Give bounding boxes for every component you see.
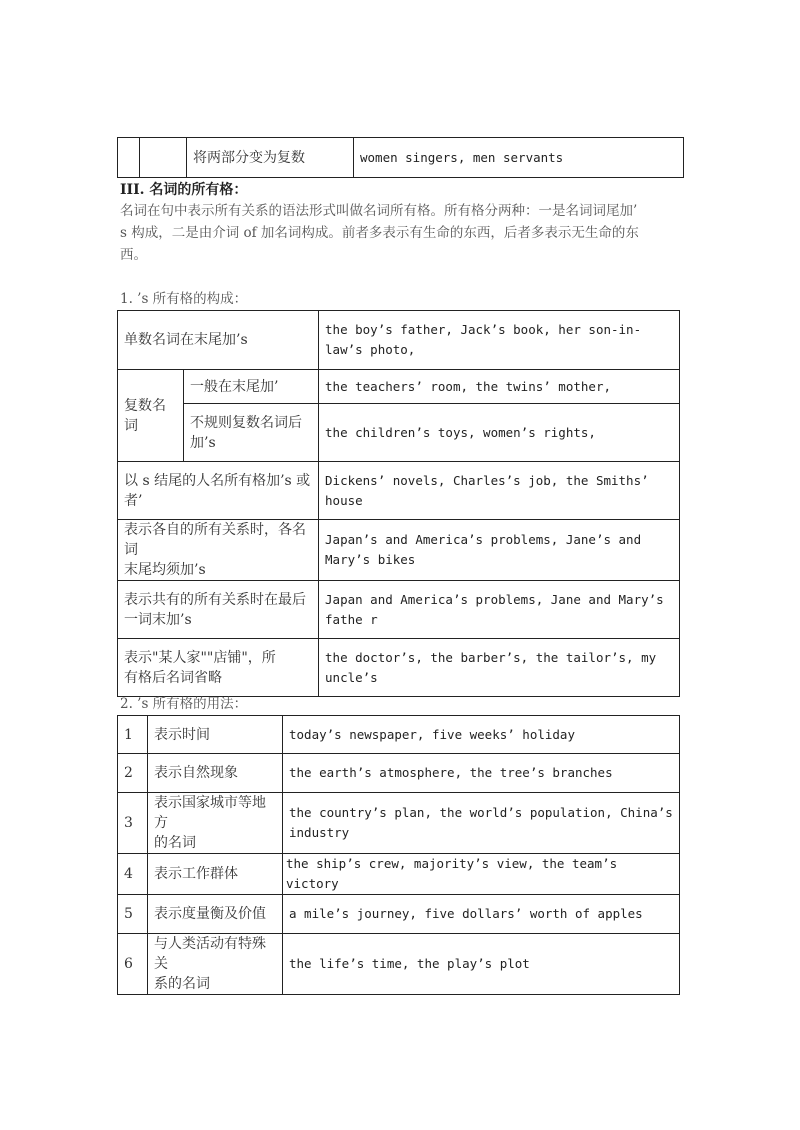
rule-cell: 表示时间 <box>148 716 283 754</box>
rule-cell: 表示"某人家""店铺"，所 有格后名词省略 <box>118 639 319 697</box>
example-cell: today’s newspaper, five weeks’ holiday <box>283 716 680 754</box>
row-number: 2 <box>118 754 148 793</box>
section-heading: III. 名词的所有格： <box>120 182 248 198</box>
group-label-cell: 复数名词 <box>118 370 184 462</box>
subheading-usage: 2. ’s 所有格的用法： <box>120 696 248 712</box>
example-cell: the doctor’s, the barber’s, the tailor’s, my uncle’s <box>319 639 680 697</box>
example-cell: the children’s toys, women’s rights, <box>319 404 680 462</box>
subheading-formation: 1. ’s 所有格的构成： <box>120 291 248 307</box>
example-cell: Japan and America’s problems, Jane and Mary’s fathe r <box>319 581 680 639</box>
rule-cell: 不规则复数名词后 加’s <box>184 404 319 462</box>
rule-cell: 表示度量衡及价值 <box>148 895 283 934</box>
rule-cell: 表示国家城市等地方 的名词 <box>148 793 283 854</box>
rule-cell: 表示工作群体 <box>148 854 283 895</box>
rule-cell: 一般在末尾加’ <box>184 370 319 404</box>
row-number: 3 <box>118 793 148 854</box>
rule-cell: 表示共有的所有关系时在最后 一词末加’s <box>118 581 319 639</box>
usage-table <box>117 715 680 995</box>
rule-cell: 单数名词在末尾加’s <box>118 311 319 370</box>
row-number: 4 <box>118 854 148 895</box>
row-number: 1 <box>118 716 148 754</box>
rule-cell: 表示各自的所有关系时，各名词 末尾均须加’s <box>118 520 319 581</box>
paragraph-line: 名词在句中表示所有关系的语法形式叫做名词所有格。所有格分两种：一是名词词尾加’ <box>120 203 638 219</box>
rule-cell: 将两部分变为复数 <box>187 138 354 178</box>
intro-paragraph <box>120 200 680 266</box>
paragraph-line: 西。 <box>120 247 147 263</box>
formation-table <box>117 310 680 697</box>
example-cell: the teachers’ room, the twins’ mother, <box>319 370 680 404</box>
example-cell: the boy’s father, Jack’s book, her son-in- law’s photo, <box>319 311 680 370</box>
example-cell: the ship’s crew, majority’s view, the team’s victory <box>283 854 680 895</box>
row-number: 5 <box>118 895 148 934</box>
rule-cell: 表示自然现象 <box>148 754 283 793</box>
top-plural-table <box>117 137 684 178</box>
rule-cell: 以 s 结尾的人名所有格加’s 或 者’ <box>118 462 319 520</box>
example-cell: the earth’s atmosphere, the tree’s branches <box>283 754 680 793</box>
paragraph-line: s 构成，二是由介词 of 加名词构成。前者多表示有生命的东西，后者多表示无生命的东 <box>120 225 639 241</box>
example-cell: a mile’s journey, five dollars’ worth of apples <box>283 895 680 934</box>
example-cell: Dickens’ novels, Charles’s job, the Smiths’ house <box>319 462 680 520</box>
example-cell: the life’s time, the play’s plot <box>283 934 680 995</box>
empty-cell <box>140 138 187 178</box>
rule-cell: 与人类活动有特殊关 系的名词 <box>148 934 283 995</box>
example-cell: Japan’s and America’s problems, Jane’s and Mary’s bikes <box>319 520 680 581</box>
row-number: 6 <box>118 934 148 995</box>
example-cell: women singers, men servants <box>354 138 684 178</box>
example-cell: the country’s plan, the world’s population, China’s industry <box>283 793 680 854</box>
empty-cell <box>118 138 140 178</box>
